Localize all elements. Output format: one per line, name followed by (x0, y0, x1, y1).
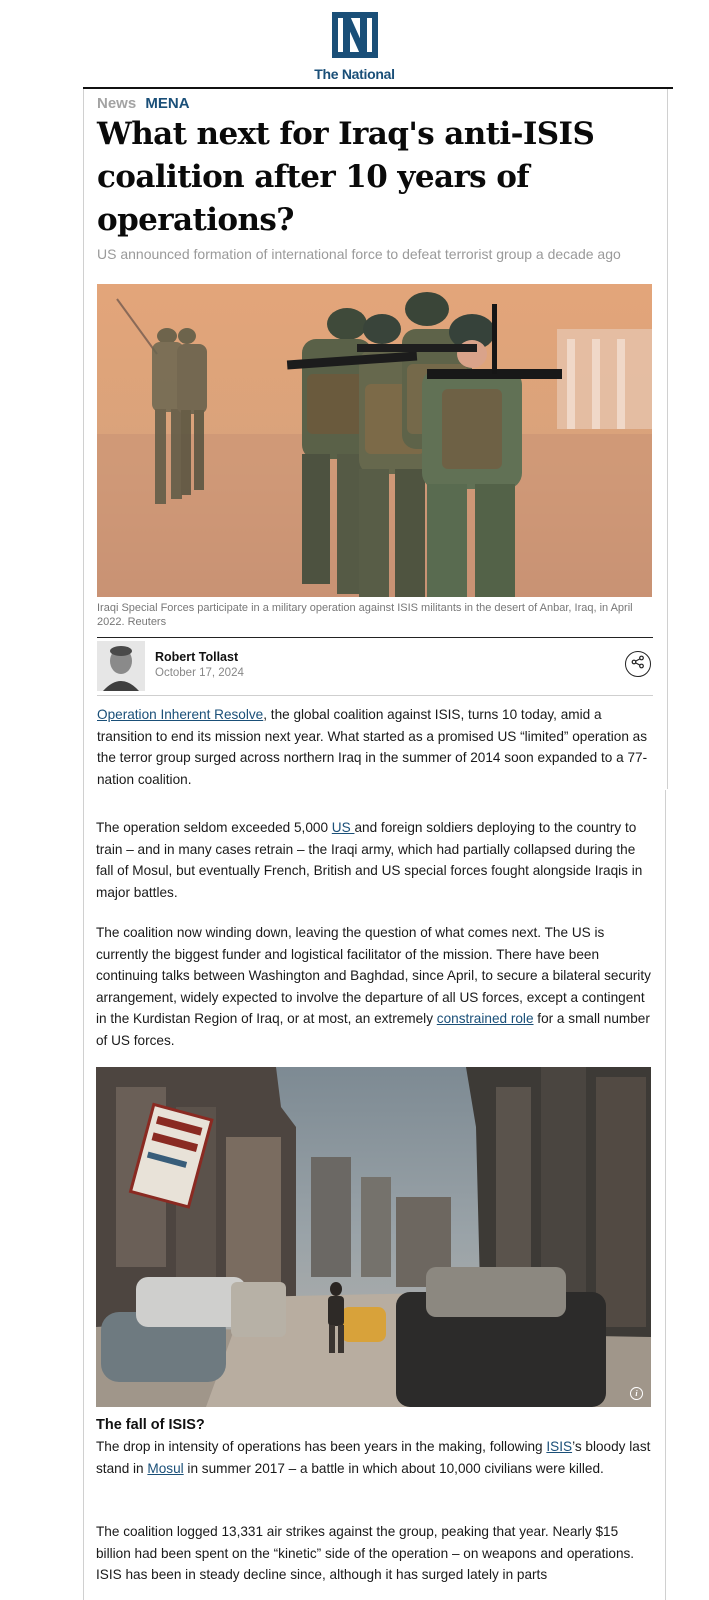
site-logo[interactable] (0, 10, 709, 82)
the-national-logo-icon (330, 10, 380, 65)
author-avatar[interactable] (97, 641, 145, 691)
operation-inherent-resolve-link[interactable]: Operation Inherent Resolve (97, 707, 264, 722)
mosul-link[interactable]: Mosul (147, 1460, 184, 1476)
publish-date: October 17, 2024 (155, 667, 244, 679)
isis-link[interactable]: ISIS (546, 1439, 573, 1454)
article-paragraph: The coalition now winding down, leaving the question of what comes next. The US is currently the biggest funder and logistical facilitator of the mission. There have been continuing talks between Washington and Baghdad, since April, to secure a bilateral security arrangement, widely expected to involve the departure of all US forces, except a contingent in the Kurdistan Region of Iraq, or at most, an extremely constrained role for a small number of US forces. (96, 925, 651, 1048)
author-name[interactable]: Robert Tollast (155, 650, 239, 664)
byline-divider (97, 695, 653, 696)
site-name: The National (314, 66, 395, 82)
frame-border (665, 790, 666, 1600)
hero-caption: Iraqi Special Forces participate in a military operation against ISIS militants in the desert of Anbar, Iraq, in April 2022. Reuters (97, 602, 633, 628)
inline-image[interactable] (96, 1067, 651, 1407)
frame-border (667, 89, 668, 789)
share-icon (631, 655, 645, 674)
section-heading: The fall of ISIS? (96, 1417, 205, 1433)
header-rule (83, 87, 673, 89)
caption-divider (97, 637, 653, 638)
hero-image[interactable] (97, 284, 652, 597)
breadcrumb (97, 95, 190, 112)
article-paragraph: The drop in intensity of operations has been years in the making, following ISIS’s bloody last stand in Mosul in summer 2017 – a battle in which about 10,000 civilians were killed. (96, 1439, 651, 1476)
article-paragraph: The operation seldom exceeded 5,000 US and foreign soldiers deploying to the country to train – and in many cases retrain – the Iraqi army, which had partially collapsed during the fall of Mosul, but eventually French, British and US special forces fought alongside Iraqis in major battles. (96, 820, 643, 900)
byline (97, 641, 653, 695)
breadcrumb-news[interactable]: News (97, 95, 137, 112)
article-subtitle: US announced formation of international force to defeat terrorist group a decade ago (97, 246, 621, 262)
article-paragraph: The coalition logged 13,331 air strikes against the group, peaking that year. Nearly $15 billion had been spent on the “kinetic” side of the operation – on weapons and operations. ISIS has been in steady decline since, although it has surged lately in parts (96, 1524, 635, 1582)
us-link[interactable]: US (331, 820, 355, 835)
share-button[interactable] (625, 651, 651, 677)
info-icon[interactable]: i (630, 1387, 643, 1400)
breadcrumb-mena[interactable]: MENA (145, 95, 190, 112)
article-title: What next for Iraq's anti-ISIS coalition after 10 years of operations? (97, 116, 595, 238)
frame-border (83, 89, 84, 1600)
article-paragraph: Operation Inherent Resolve, the global coalition against ISIS, turns 10 today, amid a transition to end its mission next year. What started as a promised US “limited” operation as the terror group surged across northern Iraq in the summer of 2014 soon expanded to a 77-nation coalition. (97, 707, 648, 787)
constrained-role-link[interactable]: constrained role (436, 1011, 534, 1026)
